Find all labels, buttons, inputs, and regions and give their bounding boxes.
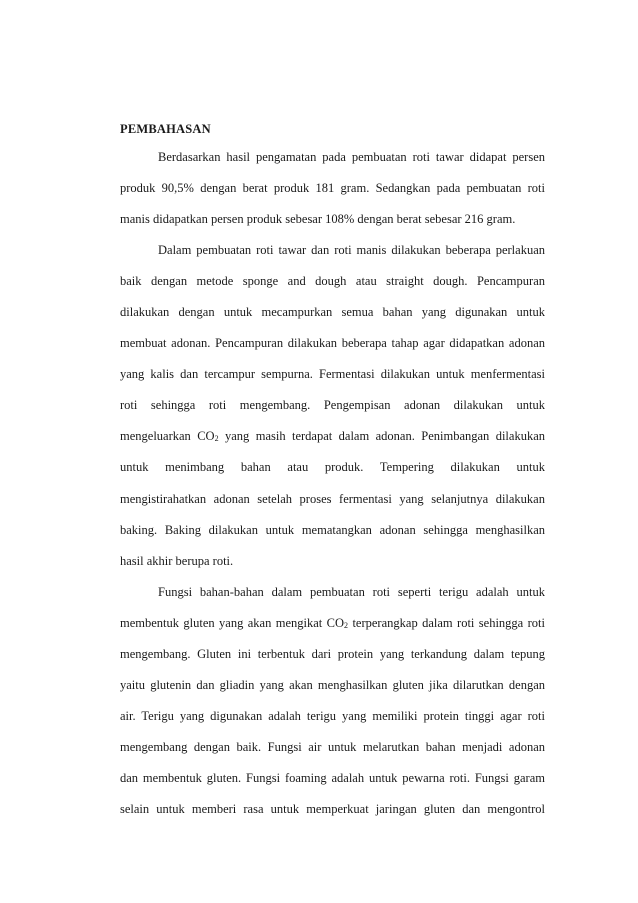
paragraph-1-line-1: Berdasarkan hasil pengamatan pada pembuatan roti tawar didapat persen <box>158 150 545 164</box>
paragraph-3-line-3: mengembang. Gluten ini terbentuk dari protein yang terkandung dalam tepung <box>120 646 545 661</box>
paragraph-2-line-5: yang kalis dan tercampur sempurna. Fermentasi dilakukan untuk menfermentasi <box>120 367 545 382</box>
paragraph-2-line-8: untuk menimbang bahan atau produk. Tempering dilakukan untuk <box>120 460 545 475</box>
paragraph-3-line-5: air. Terigu yang digunakan adalah terigu yang memiliki protein tinggi agar roti <box>120 708 545 723</box>
paragraph-3-line-4: yaitu glutenin dan gliadin yang akan menghasilkan gluten jika dilarutkan dengan <box>120 677 545 692</box>
paragraph-3-line-1: Fungsi bahan-bahan dalam pembuatan roti seperti terigu adalah untuk <box>158 584 545 599</box>
section-heading: PEMBAHASAN <box>120 122 211 136</box>
paragraph-1-line-2: produk 90,5% dengan berat produk 181 gram. Sedangkan pada pembuatan roti <box>120 181 545 196</box>
paragraph-3-line-7: dan membentuk gluten. Fungsi foaming adalah untuk pewarna roti. Fungsi garam <box>120 770 545 785</box>
paragraph-3-line-8: selain untuk memberi rasa untuk memperkuat jaringan gluten dan mengontrol <box>120 801 545 816</box>
paragraph-2-line-1: Dalam pembuatan roti tawar dan roti manis dilakukan beberapa perlakuan <box>158 243 545 258</box>
paragraph-3-line-2: membentuk gluten yang akan mengikat $CO_2$ terperangkap dalam roti sehingga roti <box>120 615 545 630</box>
paragraph-2-line-7: mengeluarkan $CO_2$ yang masih terdapat dalam adonan. Penimbangan dilakukan <box>120 429 545 444</box>
paragraph-2-line-11: hasil akhir berupa roti. <box>120 553 234 568</box>
paragraph-2-line-2: baik dengan metode sponge and dough atau straight dough. Pencampuran <box>120 274 545 289</box>
paragraph-2-line-9: mengistirahatkan adonan setelah proses fermentasi yang selanjutnya dilakukan <box>120 491 545 506</box>
paragraph-2-line-6: roti sehingga roti mengembang. Pengempisan adonan dilakukan untuk <box>120 398 545 413</box>
paragraph-2-line-3: dilakukan dengan untuk mecampurkan semua bahan yang digunakan untuk <box>120 305 545 320</box>
paragraph-1-line-3: manis didapatkan persen produk sebesar 108% dengan berat sebesar 216 gram. <box>120 212 516 227</box>
paragraph-2-line-4: membuat adonan. Pencampuran dilakukan beberapa tahap agar didapatkan adonan <box>120 336 545 351</box>
body-text <box>120 142 545 825</box>
paragraph-3-line-6: mengembang dengan baik. Fungsi air untuk melarutkan bahan menjadi adonan <box>120 739 545 754</box>
paragraph-2-line-10: baking. Baking dilakukan untuk mematangkan adonan sehingga menghasilkan <box>120 522 545 537</box>
